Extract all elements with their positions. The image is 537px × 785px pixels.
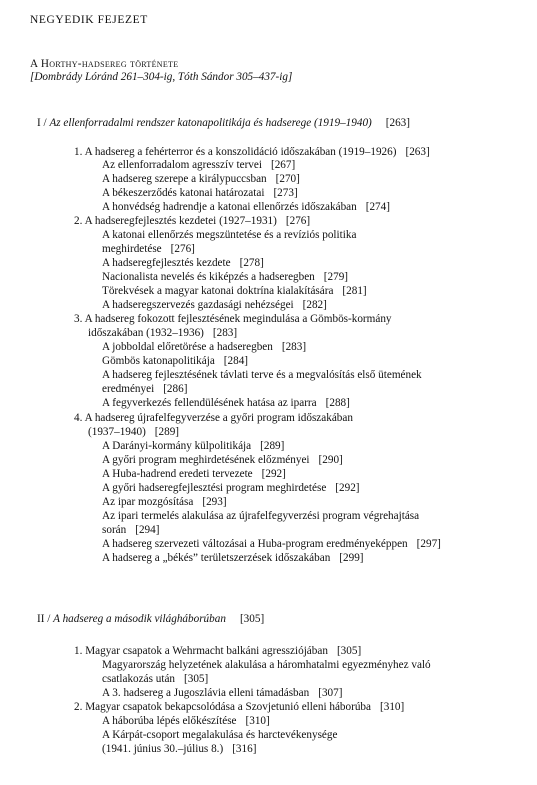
toc-entry (102, 658, 431, 672)
entry-text: 3. A hadsereg fokozott fejlesztésének megindulása a Gömbös-kormány (74, 313, 392, 325)
entry-page: [289] (154, 426, 180, 438)
entry-page: [283] (212, 327, 238, 339)
part-heading (37, 612, 264, 626)
entry-text: A hadseregszervezés gazdasági nehézségei (102, 299, 294, 311)
toc-entry (102, 172, 300, 186)
entry-text: 2. Magyar csapatok bekapcsolódása a Szovjetunió elleni háborúba (74, 701, 371, 713)
toc-entry (74, 700, 404, 714)
entry-page: [276] (170, 243, 195, 255)
toc-entry (102, 509, 419, 523)
entry-text: (1937–1940) (88, 426, 146, 438)
entry-text: A hadseregfejlesztés kezdete (102, 257, 231, 269)
toc-entry (102, 186, 298, 200)
entry-text: Törekvések a magyar katonai doktrína kialakítására (102, 285, 334, 297)
toc-entry (74, 411, 353, 425)
entry-page: [274] (365, 201, 390, 213)
section-authors: [Dombrády Lóránd 261–304-ig, Tóth Sándor 305–437-ig] (30, 71, 293, 83)
entry-text: eredményei (102, 383, 155, 395)
toc-entry (102, 686, 342, 700)
entry-text: 1. A hadsereg a fehérterror és a konszolidáció időszakában (1919–1926) (74, 146, 397, 158)
toc-entry (102, 467, 286, 481)
entry-text: 4. A hadsereg újrafelfegyverzése a győri program időszakában (74, 412, 353, 424)
toc-entry (102, 382, 187, 396)
entry-page: [310] (380, 701, 405, 713)
part-numeral: II / (37, 613, 51, 625)
toc-entry (102, 256, 264, 270)
entry-page: [279] (323, 271, 349, 283)
toc-entry (102, 495, 227, 509)
toc-entry (102, 340, 306, 354)
toc-entry (102, 551, 364, 565)
toc-entry (102, 228, 356, 242)
toc-entry (102, 728, 337, 742)
entry-text: A Huba-hadrend eredeti tervezete (102, 468, 253, 480)
part-title: Az ellenforradalmi rendszer katonapolitikája és hadserege (1919–1940) (49, 117, 372, 129)
entry-page: [316] (232, 743, 257, 755)
entry-text: során (102, 524, 127, 536)
chapter-heading: NEGYEDIK FEJEZET (30, 14, 148, 26)
toc-entry (102, 354, 248, 368)
entry-page: [299] (339, 552, 364, 564)
toc-entry (88, 425, 179, 439)
entry-page: [284] (223, 355, 249, 367)
entry-page: [292] (261, 468, 286, 480)
entry-text: meghirdetése (102, 243, 162, 255)
entry-page: [282] (302, 299, 327, 311)
toc-entry (102, 242, 195, 256)
entry-page: [286] (163, 383, 188, 395)
toc-entry (102, 714, 270, 728)
entry-text: 2. A hadseregfejlesztés kezdetei (1927–1931) (74, 215, 277, 227)
entry-text: A hadsereg fejlesztésének távlati terve és a megvalósítás első ütemének (102, 369, 422, 381)
toc-entry (102, 200, 390, 214)
entry-text: A háborúba lépés előkészítése (102, 715, 237, 727)
entry-page: [267] (270, 159, 296, 171)
part-numeral: I / (37, 117, 47, 129)
entry-page: [307] (318, 687, 343, 699)
toc-entry (88, 326, 237, 340)
section-title: A Horthy-hadsereg története (30, 58, 179, 70)
entry-text: A hadsereg szerepe a királypuccsban (102, 173, 267, 185)
toc-entry (102, 672, 208, 686)
entry-text: A hadsereg szervezeti változásai a Huba-program eredményeképpen (102, 538, 408, 550)
entry-text: 1. Magyar csapatok a Wehrmacht balkáni agressziójában (74, 645, 328, 657)
entry-page: [305] (184, 673, 209, 685)
toc-entry (102, 523, 159, 537)
entry-page: [289] (260, 440, 285, 452)
entry-text: Nacionalista nevelés és kiképzés a hadseregben (102, 271, 315, 283)
toc-entry (102, 396, 350, 410)
entry-text: A katonai ellenőrzés megszüntetése és a revíziós politika (102, 229, 357, 241)
entry-page: [292] (335, 482, 360, 494)
entry-page: [276] (285, 215, 311, 227)
entry-text: Az ellenforradalom agresszív tervei (102, 159, 262, 171)
toc-entry (102, 270, 348, 284)
entry-text: A fegyverkezés fellendülésének hatása az iparra (102, 397, 317, 409)
part-page: [305] (239, 613, 265, 625)
entry-text: A Darányi-kormány külpolitikája (102, 440, 252, 452)
part-page: [263] (385, 117, 410, 129)
entry-page: [305] (336, 645, 362, 657)
toc-entry (102, 158, 295, 172)
entry-text: időszakában (1932–1936) (88, 327, 204, 339)
entry-page: [294] (135, 524, 160, 536)
part-heading (37, 116, 410, 130)
entry-page: [278] (239, 257, 264, 269)
entry-text: Magyarország helyzetének alakulása a háromhatalmi egyezményhez való (102, 659, 431, 671)
entry-page: [283] (281, 341, 307, 353)
toc-entry (102, 368, 422, 382)
entry-text: csatlakozás után (102, 673, 175, 685)
toc-entry (74, 312, 392, 326)
entry-text: Az ipar mozgósítása (102, 496, 194, 508)
entry-page: [290] (318, 454, 343, 466)
entry-text: A hadsereg a „békés” területszerzések időszakában (102, 552, 331, 564)
toc-entry (102, 298, 327, 312)
entry-page: [293] (202, 496, 227, 508)
entry-page: [297] (416, 538, 441, 550)
entry-text: A győri program meghirdetésének előzményei (102, 454, 310, 466)
entry-text: A jobboldal előretörése a hadseregben (102, 341, 273, 353)
entry-text: A 3. hadsereg a Jugoszlávia elleni támadásban (102, 687, 310, 699)
entry-text: Az ipari termelés alakulása az újrafelfegyverzési program végrehajtása (102, 510, 420, 522)
toc-entry (102, 284, 367, 298)
toc-entry (74, 214, 310, 228)
toc-entry (74, 145, 430, 159)
toc-entry (102, 742, 256, 756)
entry-text: Gömbös katonapolitikája (102, 355, 215, 367)
entry-text: (1941. június 30.–július 8.) (102, 743, 224, 755)
entry-text: A Kárpát-csoport megalakulása és harctevékenysége (102, 729, 338, 741)
entry-page: [288] (325, 397, 350, 409)
entry-page: [310] (245, 715, 270, 727)
toc-entry (102, 439, 284, 453)
entry-text: A honvédség hadrendje a katonai ellenőrzés időszakában (102, 201, 357, 213)
entry-text: A győri hadseregfejlesztési program meghirdetése (102, 482, 327, 494)
part-title: A hadsereg a második világháborúban (53, 613, 226, 625)
entry-page: [281] (342, 285, 367, 297)
toc-entry (102, 537, 441, 551)
entry-page: [270] (275, 173, 300, 185)
toc-entry (102, 453, 343, 467)
entry-page: [263] (405, 146, 430, 158)
toc-entry (102, 481, 360, 495)
entry-text: A békeszerződés katonai határozatai (102, 187, 265, 199)
entry-page: [273] (273, 187, 298, 199)
toc-entry (74, 644, 361, 658)
